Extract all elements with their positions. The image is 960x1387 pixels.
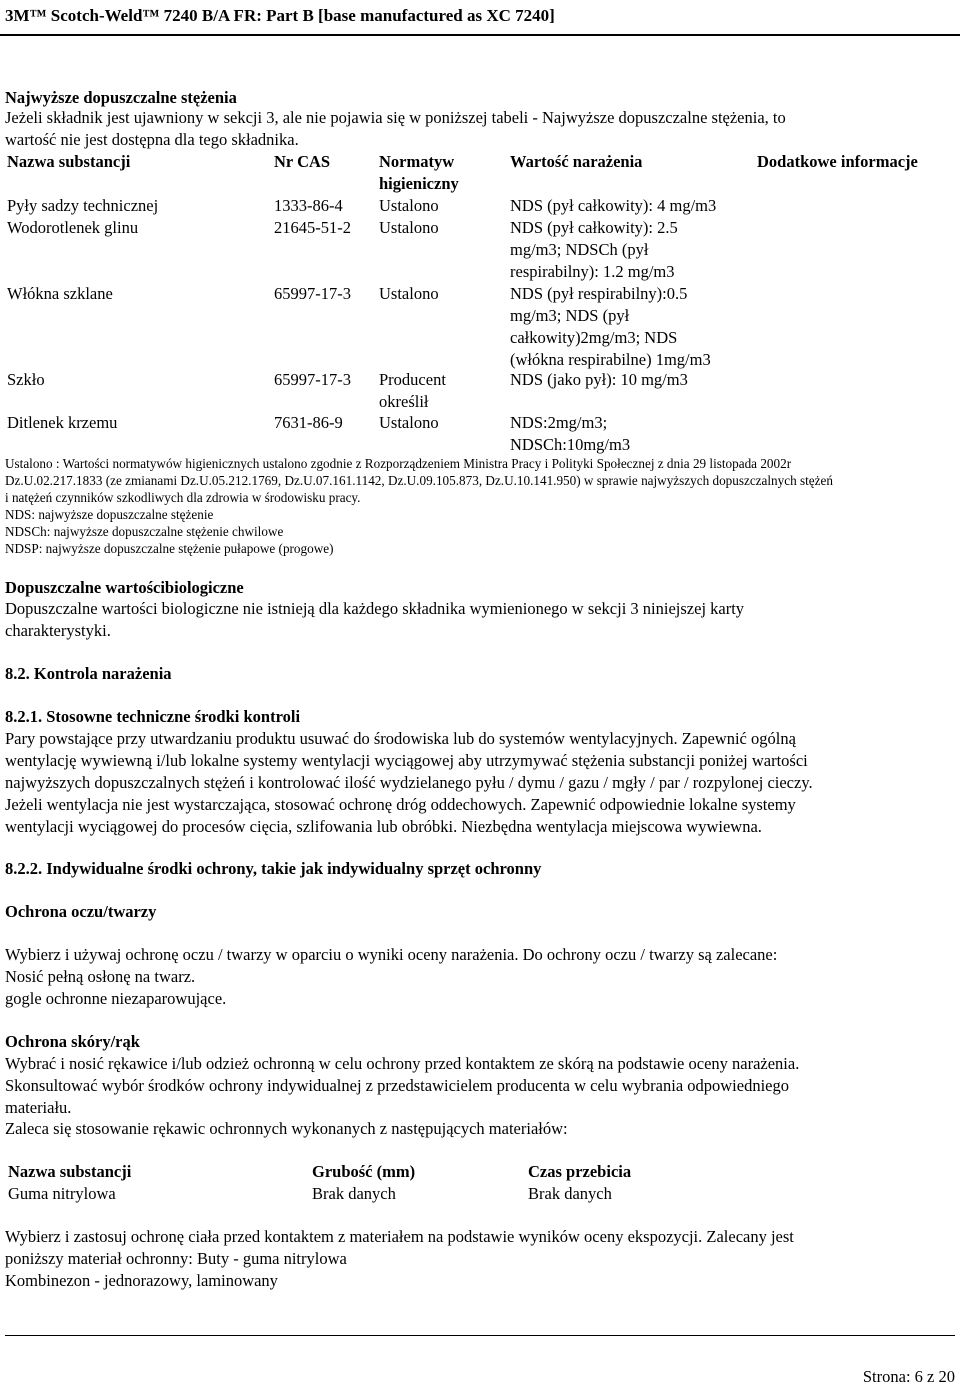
oel-row-value: całkowity)2mg/m3; NDS bbox=[510, 328, 678, 347]
col-header-cas: Nr CAS bbox=[274, 152, 331, 171]
oel-row-norm: Ustalono bbox=[379, 413, 439, 432]
oel-intro-line: wartość nie jest dostępna dla tego składnika. bbox=[5, 130, 299, 149]
oel-row-name: Ditlenek krzemu bbox=[7, 413, 118, 432]
col-header-norm: Normatyw bbox=[379, 152, 455, 171]
col-header-substance: Nazwa substancji bbox=[7, 152, 131, 171]
oel-row-value: NDSCh:10mg/m3 bbox=[510, 435, 631, 454]
eye-protection-heading: Ochrona oczu/twarzy bbox=[5, 902, 157, 921]
oel-note: Ustalono : Wartości normatywów higienicznych ustalono zgodnie z Rozporządzeniem Ministra Pracy i Polityki Społecznej z dnia 29 listopada 2002r bbox=[5, 456, 792, 471]
skin-protection-line: Zaleca się stosowanie rękawic ochronnych wykonanych z następujących materiałów: bbox=[5, 1119, 568, 1138]
bio-heading: Dopuszczalne wartościbiologiczne bbox=[5, 578, 244, 597]
body-protection-line: Kombinezon - jednorazowy, laminowany bbox=[5, 1271, 278, 1290]
footer-divider bbox=[5, 1335, 955, 1336]
section-8-2-heading: 8.2. Kontrola narażenia bbox=[5, 664, 172, 683]
oel-row-value: NDS (pył respirabilny):0.5 bbox=[510, 284, 688, 303]
oel-row-norm: Producent bbox=[379, 370, 446, 389]
glove-row-breakthrough: Brak danych bbox=[528, 1184, 612, 1203]
skin-protection-line: Wybrać i nosić rękawice i/lub odzież ochronną w celu ochrony przed kontaktem ze skórą na podstawie oceny narażenia. bbox=[5, 1054, 800, 1073]
glove-col-header-breakthrough: Czas przebicia bbox=[528, 1162, 632, 1181]
oel-heading: Najwyższe dopuszczalne stężenia bbox=[5, 88, 237, 107]
oel-note: NDS: najwyższe dopuszczalne stężenie bbox=[5, 507, 214, 522]
oel-intro-line: Jeżeli składnik jest ujawniony w sekcji 3, ale nie pojawia się w poniższej tabeli - Najwyższe dopuszczalne stężenia, to bbox=[5, 108, 786, 127]
section-8-2-1-line: wentylacji wyciągowej do procesów cięcia, szlifowania lub obróbki. Niezbędna wentylacja miejscowa wywiewna. bbox=[5, 817, 762, 836]
glove-row-thickness: Brak danych bbox=[312, 1184, 396, 1203]
bio-line: Dopuszczalne wartości biologiczne nie istnieją dla każdego składnika wymienionego w sekcji 3 niniejszej karty bbox=[5, 599, 745, 618]
document-header bbox=[0, 0, 960, 36]
oel-row-cas: 65997-17-3 bbox=[274, 370, 351, 389]
oel-row-value: NDS (jako pył): 10 mg/m3 bbox=[510, 370, 688, 389]
oel-row-name: Szkło bbox=[7, 370, 45, 389]
oel-row-value: NDS (pył całkowity): 2.5 bbox=[510, 218, 678, 237]
oel-row-cas: 1333-86-4 bbox=[274, 196, 343, 215]
body-protection-line: Wybierz i zastosuj ochronę ciała przed kontaktem z materiałem na podstawie wyników oceny ekspozycji. Zalecany jest bbox=[5, 1227, 794, 1246]
oel-note: i natężeń czynników szkodliwych dla zdrowia w środowisku pracy. bbox=[5, 490, 361, 505]
document-title: 3M™ Scotch-Weld™ 7240 B/A FR: Part B [base manufactured as XC 7240] bbox=[5, 6, 555, 25]
oel-row-cas: 7631-86-9 bbox=[274, 413, 343, 432]
section-8-2-1-line: Pary powstające przy utwardzaniu produktu usuwać do środowiska lub do systemów wentylacyjnych. Zapewnić ogólną bbox=[5, 729, 796, 748]
oel-row-norm: Ustalono bbox=[379, 196, 439, 215]
oel-row-name: Pyły sadzy technicznej bbox=[7, 196, 159, 215]
oel-note: Dz.U.02.217.1833 (ze zmianami Dz.U.05.212.1769, Dz.U.07.161.1142, Dz.U.09.105.873, Dz.U.10.141.950) w sprawie najwyższych dopuszczalnych stężeń bbox=[5, 473, 833, 488]
section-8-2-1-line: Jeżeli wentylacja nie jest wystarczająca, stosować ochronę dróg oddechowych. Zapewnić odpowiednie lokalne systemy bbox=[5, 795, 796, 814]
eye-protection-line: Nosić pełną osłonę na twarz. bbox=[5, 967, 196, 986]
oel-row-norm: Ustalono bbox=[379, 218, 439, 237]
section-8-2-1-line: najwyższych dopuszczalnych stężeń i kontrolować ilość wydzielanego pyłu / dymu / gazu / mgły / par / rozpylonej cieczy. bbox=[5, 773, 813, 792]
col-header-value: Wartość narażenia bbox=[510, 152, 643, 171]
section-8-2-2-heading: 8.2.2. Indywidualne środki ochrony, takie jak indywidualny sprzęt ochronny bbox=[5, 859, 542, 878]
oel-row-name: Wodorotlenek glinu bbox=[7, 218, 139, 237]
oel-row-value: (włókna respirabilne) 1mg/m3 bbox=[510, 350, 711, 369]
oel-row-cas: 21645-51-2 bbox=[274, 218, 351, 237]
oel-row-name: Włókna szklane bbox=[7, 284, 113, 303]
oel-row-value: NDS (pył całkowity): 4 mg/m3 bbox=[510, 196, 717, 215]
skin-protection-line: Skonsultować wybór środków ochrony indywidualnej z przedstawicielem producenta w celu wybrania odpowiedniego bbox=[5, 1076, 789, 1095]
eye-protection-line: gogle ochronne niezaparowujące. bbox=[5, 989, 227, 1008]
section-8-2-1-line: wentylację wywiewną i/lub lokalne systemy wentylacji wyciągowej aby utrzymywać stężenia substancji poniżej wartości bbox=[5, 751, 808, 770]
oel-row-norm: określił bbox=[379, 392, 429, 411]
glove-col-header-thickness: Grubość (mm) bbox=[312, 1162, 416, 1181]
oel-row-value: respirabilny): 1.2 mg/m3 bbox=[510, 262, 675, 281]
glove-col-header-substance: Nazwa substancji bbox=[8, 1162, 132, 1181]
eye-protection-line: Wybierz i używaj ochronę oczu / twarzy w oparciu o wyniki oceny narażenia. Do ochrony oczu / twarzy są zalecane: bbox=[5, 945, 778, 964]
page-number: Strona: 6 z 20 bbox=[862, 1367, 955, 1386]
oel-note: NDSCh: najwyższe dopuszczalne stężenie chwilowe bbox=[5, 524, 284, 539]
section-8-2-1-heading: 8.2.1. Stosowne techniczne środki kontroli bbox=[5, 707, 301, 726]
oel-row-value: mg/m3; NDSCh (pył bbox=[510, 240, 649, 259]
oel-note: NDSP: najwyższe dopuszczalne stężenie pułapowe (progowe) bbox=[5, 541, 334, 556]
oel-row-cas: 65997-17-3 bbox=[274, 284, 351, 303]
oel-row-value: NDS:2mg/m3; bbox=[510, 413, 608, 432]
col-header-info: Dodatkowe informacje bbox=[757, 152, 918, 171]
oel-row-norm: Ustalono bbox=[379, 284, 439, 303]
col-header-norm: higieniczny bbox=[379, 174, 459, 193]
body-protection-line: poniższy materiał ochronny: Buty - guma nitrylowa bbox=[5, 1249, 347, 1268]
skin-protection-heading: Ochrona skóry/rąk bbox=[5, 1032, 140, 1051]
glove-row-substance: Guma nitrylowa bbox=[8, 1184, 116, 1203]
skin-protection-line: materiału. bbox=[5, 1098, 72, 1117]
bio-line: charakterystyki. bbox=[5, 621, 111, 640]
oel-row-value: mg/m3; NDS (pył bbox=[510, 306, 630, 325]
